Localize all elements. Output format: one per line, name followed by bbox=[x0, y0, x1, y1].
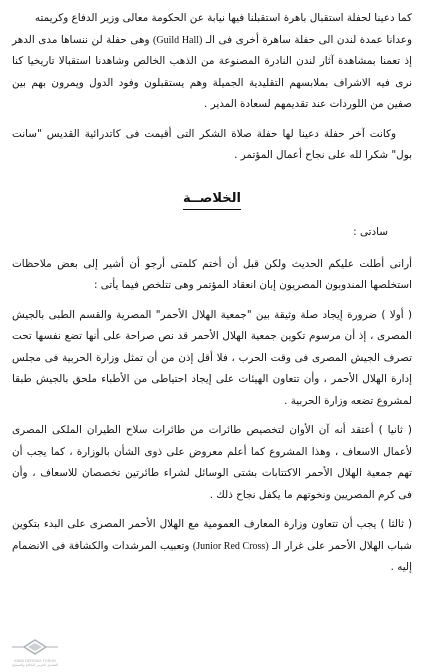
remarks-intro-text: أرانى أطلت عليكم الحديث ولكن قبل أن أختم كلمتى أرجو أن أشير إلى بعض ملاحظات استخلصها المندوبون المصريون إبان انعقاد المؤتمر وهى تتلخص فيما يأتى : bbox=[12, 257, 412, 291]
forum-logo bbox=[2, 638, 68, 668]
third-point-text-end: وتعبيب المرشدات والكشافة فى الانضمام إليه . bbox=[12, 539, 412, 573]
paragraph-third-point bbox=[12, 514, 412, 579]
forum-logo-line-2: المنتدى العربي للدفاع والتسليح bbox=[11, 663, 59, 668]
guild-hall-text-end: وهى حفلة لن ننساها مدى الدهر إذ تعمنا بمشاهدة آثار لندن النادرة المصنوعة من الذهب الخالص وشاهدنا استقبالا تاريخيا كنا نرى فيه الاشراف بملابسهم التقليدية الجميلة وهم يستقبلون وفود الدول ويمرون بهم بين صفين من اللوردات عند تقديمهم لسعادة المدير . bbox=[12, 33, 412, 110]
paragraph-second-point bbox=[12, 420, 412, 506]
junior-red-cross-latin: (Junior Red Cross) bbox=[192, 540, 269, 552]
forum-logo-text bbox=[2, 659, 68, 668]
second-point-text: ( ثانيا ) أعتقد أنه آن الأوان لتخصيص طائرات من طائرات سلاح الطيران الملكى المصرى لأعمال الاسعاف ، وهذا المشروع كما أعلم معروض على ذوى الشأن بالوزارة ، كما يجب أن تهم جمعية الهلال الأحمر الاكتتابات بشتى الوسائل لشراء طائرتين تخصصان للاسعاف ، وأن فى كرم المصريين ونخوتهم ما يكفل نجاح ذلك . bbox=[12, 424, 412, 501]
paragraph-reception-text: كما دعينا لحفلة استقبال باهرة استقبلنا فيها نيابة عن الحكومة معالى وزير الدفاع وكريمته bbox=[34, 12, 412, 24]
forum-logo-icon bbox=[2, 638, 68, 658]
guild-hall-text-start: وعدانا عمدة لندن الى حفلة ساهرة أخرى فى الـ bbox=[202, 33, 412, 46]
paragraph-thanksgiving bbox=[12, 124, 412, 167]
paragraph-guild-hall bbox=[12, 30, 412, 116]
first-point-text: ( أولا ) ضرورة إيجاد صلة وثيقة بين "جمعية الهلال الأحمر" المصرية والقسم الطبى بالجيش المصرى ، إذ أن مرسوم تكوين جمعية الهلال الأحمر قد نص صراحة على أنها تضع نفسها تحت تصرف الجيش المصرى فى وقت الحرب ، فلا أقل إذن من أن تمثل وزارة الحربية فى مجلس إدارة الهلال الأحمر ، وأن تتعاون الهيئات على إيجاد احتياطى من الأطباء ملحق بالجيش طبقا لمشروع تضعه وزارة الحربية . bbox=[12, 308, 412, 407]
salutation: سادتى : bbox=[353, 225, 388, 238]
section-heading-wrap bbox=[12, 187, 412, 210]
forum-logo-line-1: ARAB DEFENSE FORUM bbox=[14, 658, 56, 663]
paragraph-remarks-intro bbox=[12, 254, 412, 297]
guild-hall-latin: (Guild Hall) bbox=[153, 34, 203, 46]
thanksgiving-text: وكانت آخر حفلة دعينا لها حفلة صلاة الشكر التى أقيمت فى كاتدرائية القديس "سانت بول" شكرا لله على نجاح أعمال المؤتمر . bbox=[12, 127, 412, 161]
section-heading: الخلاصــة bbox=[183, 191, 241, 210]
paragraph-first-point bbox=[12, 305, 412, 413]
paragraph-reception bbox=[12, 8, 412, 30]
third-point-text-start: ( ثالثا ) يجب أن تتعاون وزارة المعارف العمومية مع الهلال الأحمر المصرى على البدء بتكوين شباب الهلال الأحمر على غرار الـ bbox=[12, 518, 412, 552]
